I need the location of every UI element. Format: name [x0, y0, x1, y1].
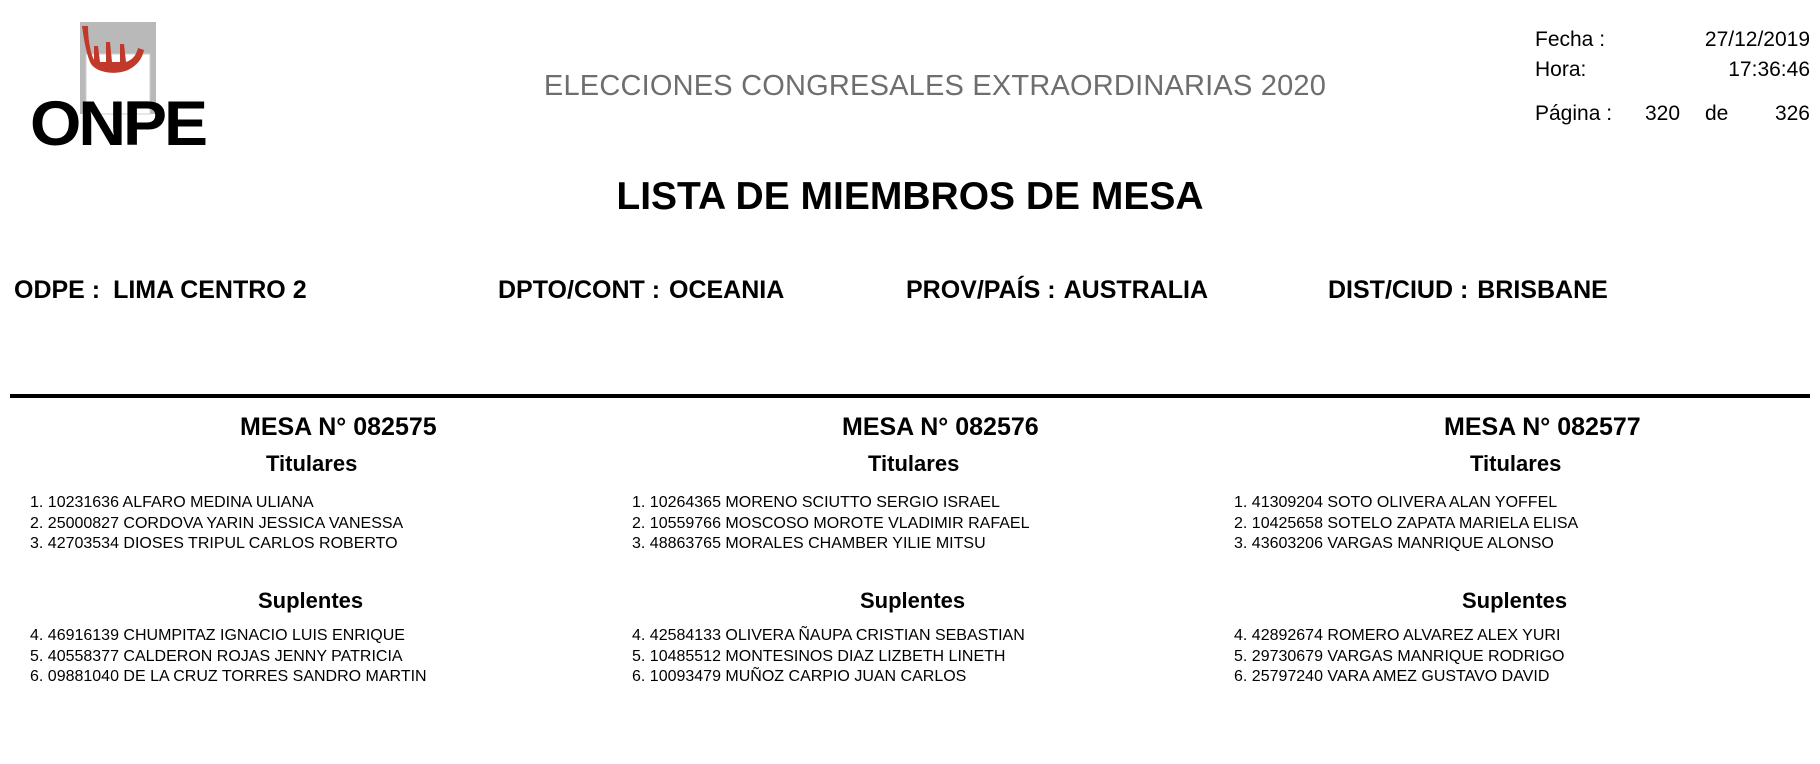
dist-field [1328, 276, 1608, 305]
hora-value: 17:36:46 [1728, 58, 1810, 81]
page-title: LISTA DE MIEMBROS DE MESA [616, 175, 1204, 218]
suplentes-list [632, 626, 1025, 688]
suplentes-list [30, 626, 427, 688]
election-title: ELECCIONES CONGRESALES EXTRAORDINARIAS 2020 [543, 70, 1327, 102]
pagina-de: de [1705, 102, 1729, 125]
dpto-field [498, 276, 784, 305]
fecha-value: 27/12/2019 [1704, 28, 1810, 51]
list-item: 5. 29730679 VARGAS MANRIQUE RODRIGO [1234, 647, 1565, 665]
dpto-label: DPTO/CONT : [498, 276, 661, 304]
list-item: 6. 10093479 MUÑOZ CARPIO JUAN CARLOS [632, 668, 967, 685]
pagina-total: 326 [1774, 102, 1810, 125]
list-item: 6. 09881040 DE LA CRUZ TORRES SANDRO MARTIN [30, 668, 427, 685]
divider [10, 394, 1810, 398]
hora-label: Hora: [1535, 58, 1587, 81]
titulares-heading: Titulares [266, 451, 358, 476]
titulares-list [1234, 493, 1578, 555]
list-item: 2. 25000827 CORDOVA YARIN JESSICA VANESSA [30, 514, 404, 532]
prov-label: PROV/PAÍS : [906, 276, 1056, 304]
dpto-value: OCEANIA [669, 276, 785, 304]
odpe-label: ODPE : [14, 276, 101, 304]
list-item: 5. 40558377 CALDERON ROJAS JENNY PATRICIA [30, 647, 403, 665]
suplentes-heading: Suplentes [1462, 588, 1568, 613]
titulares-heading: Titulares [868, 451, 960, 476]
list-item: 4. 42584133 OLIVERA ÑAUPA CRISTIAN SEBASTIAN [632, 627, 1025, 644]
titulares-list [632, 493, 1029, 555]
list-item: 3. 48863765 MORALES CHAMBER YILIE MITSU [632, 535, 986, 552]
logo-text: ONPE [30, 87, 206, 159]
list-item: 1. 10264365 MORENO SCIUTTO SERGIO ISRAEL [632, 494, 1000, 511]
hora-row [1535, 58, 1810, 88]
mesa-title: MESA N° 082575 [240, 413, 437, 441]
suplentes-heading: Suplentes [860, 588, 966, 613]
dist-value: BRISBANE [1477, 276, 1608, 304]
suplentes-heading: Suplentes [258, 588, 364, 613]
suplentes-list [1234, 626, 1564, 688]
odpe-value: LIMA CENTRO 2 [113, 276, 307, 304]
list-item: 3. 43603206 VARGAS MANRIQUE ALONSO [1234, 535, 1554, 552]
pagina-current: 320 [1645, 102, 1681, 125]
list-item: 6. 25797240 VARA AMEZ GUSTAVO DAVID [1234, 668, 1550, 685]
list-item: 4. 46916139 CHUMPITAZ IGNACIO LUIS ENRIQUE [30, 627, 405, 644]
fecha-label: Fecha : [1535, 28, 1606, 51]
fecha-row [1535, 28, 1810, 58]
mesa-title: MESA N° 082577 [1444, 413, 1641, 441]
list-item: 1. 41309204 SOTO OLIVERA ALAN YOFFEL [1234, 494, 1558, 511]
list-item: 1. 10231636 ALFARO MEDINA ULIANA [30, 494, 314, 511]
list-item: 3. 42703534 DIOSES TRIPUL CARLOS ROBERTO [30, 535, 398, 552]
list-item: 2. 10425658 SOTELO ZAPATA MARIELA ELISA [1234, 514, 1579, 532]
list-item: 4. 42892674 ROMERO ALVAREZ ALEX YURI [1234, 627, 1561, 644]
mesa-title: MESA N° 082576 [842, 413, 1039, 441]
report-meta [1535, 28, 1810, 132]
dist-label: DIST/CIUD : [1328, 276, 1469, 304]
list-item: 5. 10485512 MONTESINOS DIAZ LIZBETH LINETH [632, 647, 1006, 665]
prov-field [906, 276, 1208, 305]
pagina-row [1535, 102, 1810, 132]
titulares-heading: Titulares [1470, 451, 1562, 476]
odpe-field [14, 276, 307, 305]
titulares-list [30, 493, 403, 555]
prov-value: AUSTRALIA [1063, 276, 1209, 304]
pagina-label: Página : [1535, 102, 1613, 125]
list-item: 2. 10559766 MOSCOSO MOROTE VLADIMIR RAFAEL [632, 514, 1030, 532]
